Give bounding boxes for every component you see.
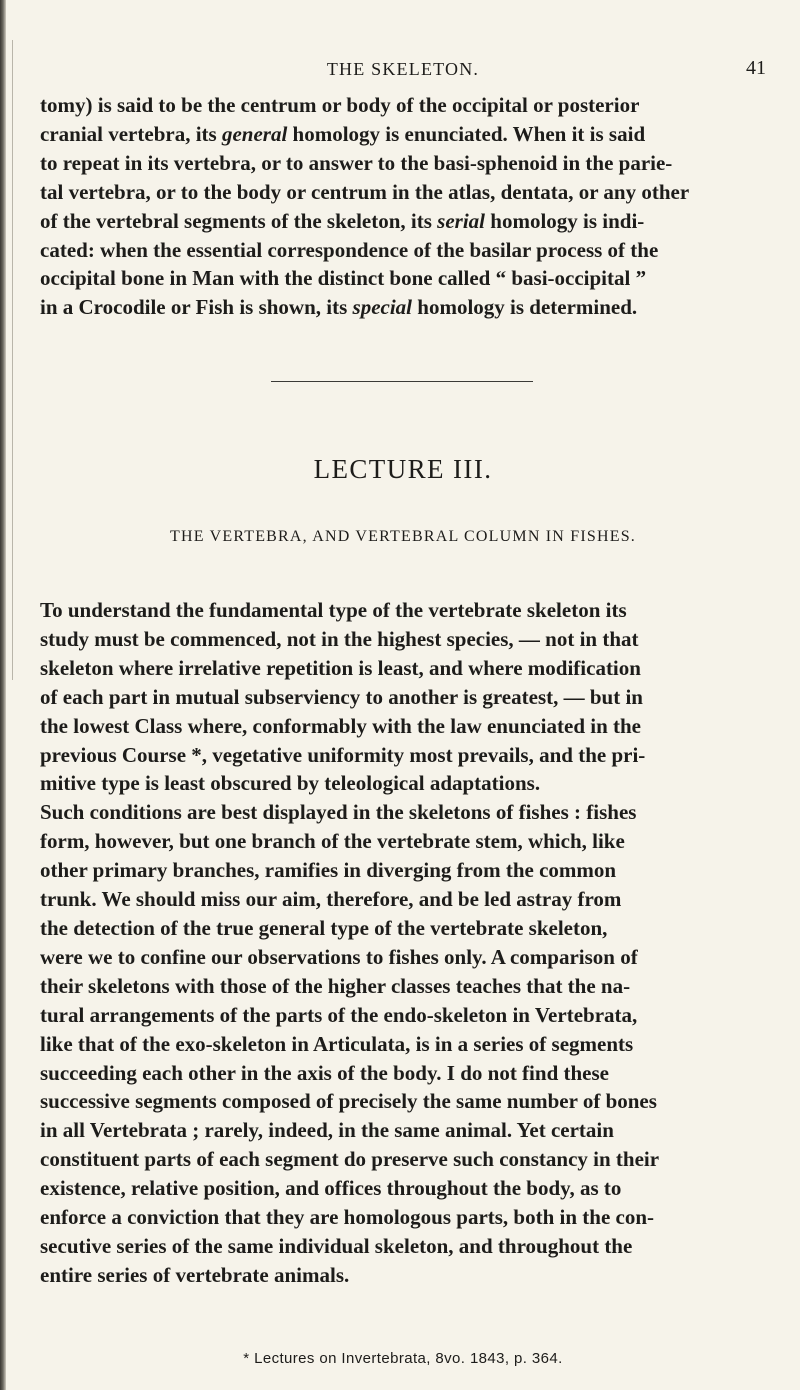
body-line: To understand the fundamental type of the vertebrate skeleton its [40,598,627,622]
intro-line [40,207,762,236]
binding-shadow-line [12,40,13,680]
intro-line: to repeat in its vertebra, or to answer to the basi-sphenoid in the parie- [40,150,673,175]
body-line: tural arrangements of the parts of the endo-skeleton in Vertebrata, [40,1002,638,1027]
body-line: Such conditions are best displayed in the skeletons of fishes : fishes [40,800,637,825]
body-line: secutive series of the same individual skeleton, and throughout the [40,1233,633,1258]
intro-paragraph [40,91,762,322]
body-line: constituent parts of each segment do preserve such constancy in their [40,1147,660,1172]
book-page [40,0,766,1390]
running-title: THE SKELETON. [326,59,480,79]
body-line: trunk. We should miss our aim, therefore, and be led astray from [40,887,622,912]
body-line: mitive type is least obscured by teleological adaptations. [40,771,541,796]
body-line: successive segments composed of precisely the same number of bones [40,1089,657,1114]
body-line: entire series of vertebrate animals. [40,1262,350,1287]
body-line: were we to confine our observations to fishes only. A comparison of [40,944,638,969]
running-header [40,55,766,85]
serial-term: serial [437,208,486,233]
body-line: study must be commenced, not in the highest species, — not in that [40,626,639,651]
intro-text: in a Crocodile or Fish is shown, its [40,295,353,320]
footnote: * Lectures on Invertebrata, 8vo. 1843, p. 364. [243,1350,563,1367]
intro-line [40,293,762,322]
intro-text: homology is enunciated. When it is said [287,121,646,146]
page-binding-edge [0,0,6,1390]
intro-text: homology is indi- [485,208,645,233]
body-line: in all Vertebrata ; rarely, indeed, in the same animal. Yet certain [40,1118,614,1143]
body-line: existence, relative position, and offices throughout the body, as to [40,1176,622,1201]
body-line: skeleton where irrelative repetition is least, and where modification [40,655,641,680]
body-line: previous Course *, vegetative uniformity most prevails, and the pri- [40,742,646,767]
general-term: general [221,121,288,146]
body-line: like that of the exo-skeleton in Articulata, is in a series of segments [40,1031,634,1056]
body-line: their skeletons with those of the higher classes teaches that the na- [40,973,631,998]
lecture-body [40,596,762,1290]
intro-line: cated: when the essential correspondence of the basilar process of the [40,237,659,262]
body-line: of each part in mutual subserviency to another is greatest, — but in [40,684,643,709]
intro-line: tal vertebra, or to the body or centrum in the atlas, dentata, or any other [40,179,690,204]
intro-text: of the vertebral segments of the skeleton, its [40,208,438,233]
lecture-subtitle: THE VERTEBRA, AND VERTEBRAL COLUMN IN FISHES. [169,528,637,545]
intro-text: cranial vertebra, its [40,121,222,146]
body-line: enforce a conviction that they are homologous parts, both in the con- [40,1205,655,1230]
intro-line [40,120,762,149]
section-divider [271,381,533,382]
intro-line: tomy) is said to be the centrum or body of the occipital or posterior [40,93,640,117]
body-line: the lowest Class where, conformably with the law enunciated in the [40,713,642,738]
body-line: form, however, but one branch of the vertebrate stem, which, like [40,829,625,854]
body-line: the detection of the true general type of the vertebrate skeleton, [40,915,608,940]
page-number: 41 [746,57,766,79]
lecture-title: LECTURE III. [313,454,493,484]
body-line: other primary branches, ramifies in diverging from the common [40,858,617,883]
intro-text: homology is determined. [412,295,638,320]
body-line: succeeding each other in the axis of the body. I do not find these [40,1060,609,1085]
special-term: special [352,295,413,320]
intro-line: occipital bone in Man with the distinct bone called “ basi-occipital ” [40,266,647,291]
